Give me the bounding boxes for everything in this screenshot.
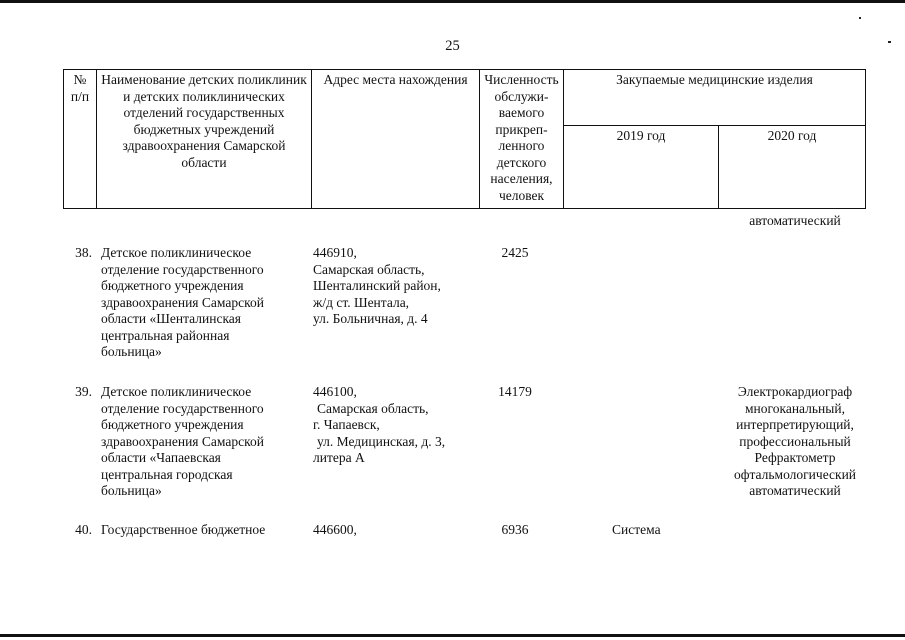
- header-address: Адрес места нахождения: [312, 70, 480, 209]
- row-number: 40.: [75, 522, 92, 537]
- row-population: 14179: [498, 384, 532, 399]
- bottom-rule: [0, 634, 905, 637]
- row-number: 39.: [75, 384, 92, 399]
- header-population: Численность обслужи-ваемого прикреп-ленного детского населения, человек: [480, 70, 564, 209]
- scan-mark: [859, 17, 861, 19]
- row-population: 6936: [501, 522, 529, 537]
- header-year-2020: 2020 год: [719, 126, 866, 209]
- top-rule: [0, 0, 905, 3]
- page-number: 25: [445, 38, 460, 54]
- header-year-2019: 2019 год: [564, 126, 719, 209]
- row-number: 38.: [75, 245, 92, 260]
- row-name: Государственное бюджетное: [101, 522, 266, 537]
- row-population: 2425: [501, 245, 529, 260]
- row-name: Детское поликлиническое отделение государственного бюджетного учреждения здравоохранения Самарской области «Шенталинская центральная районная больница»: [101, 245, 264, 359]
- header-name: Наименование детских поликлиник и детских поликлинических отделений государственных бюджетных учреждений здравоохранения Самарской области: [97, 70, 312, 209]
- carryover-item: автоматический: [749, 213, 841, 228]
- header-items: Закупаемые медицинские изделия: [564, 70, 866, 126]
- row-address: 446100, Самарская область, г. Чапаевск, ул. Медицинская, д. 3, литера А: [313, 384, 446, 465]
- header-num: № п/п: [64, 70, 97, 209]
- row-address: 446910, Самарская область, Шенталинский район, ж/д ст. Шентала, ул. Больничная, д. 4: [313, 245, 441, 326]
- row-address: 446600,: [313, 522, 357, 537]
- row-name: Детское поликлиническое отделение государственного бюджетного учреждения здравоохранения Самарской области «Чапаевская центральная городская больница»: [101, 384, 264, 498]
- row-items-2019: Система: [612, 522, 661, 537]
- table-header: [63, 69, 866, 209]
- row-items-2020: Электрокардиограф многоканальный, интерпретирующий, профессиональный Рефрактометр офтальмологический автоматический: [733, 384, 857, 498]
